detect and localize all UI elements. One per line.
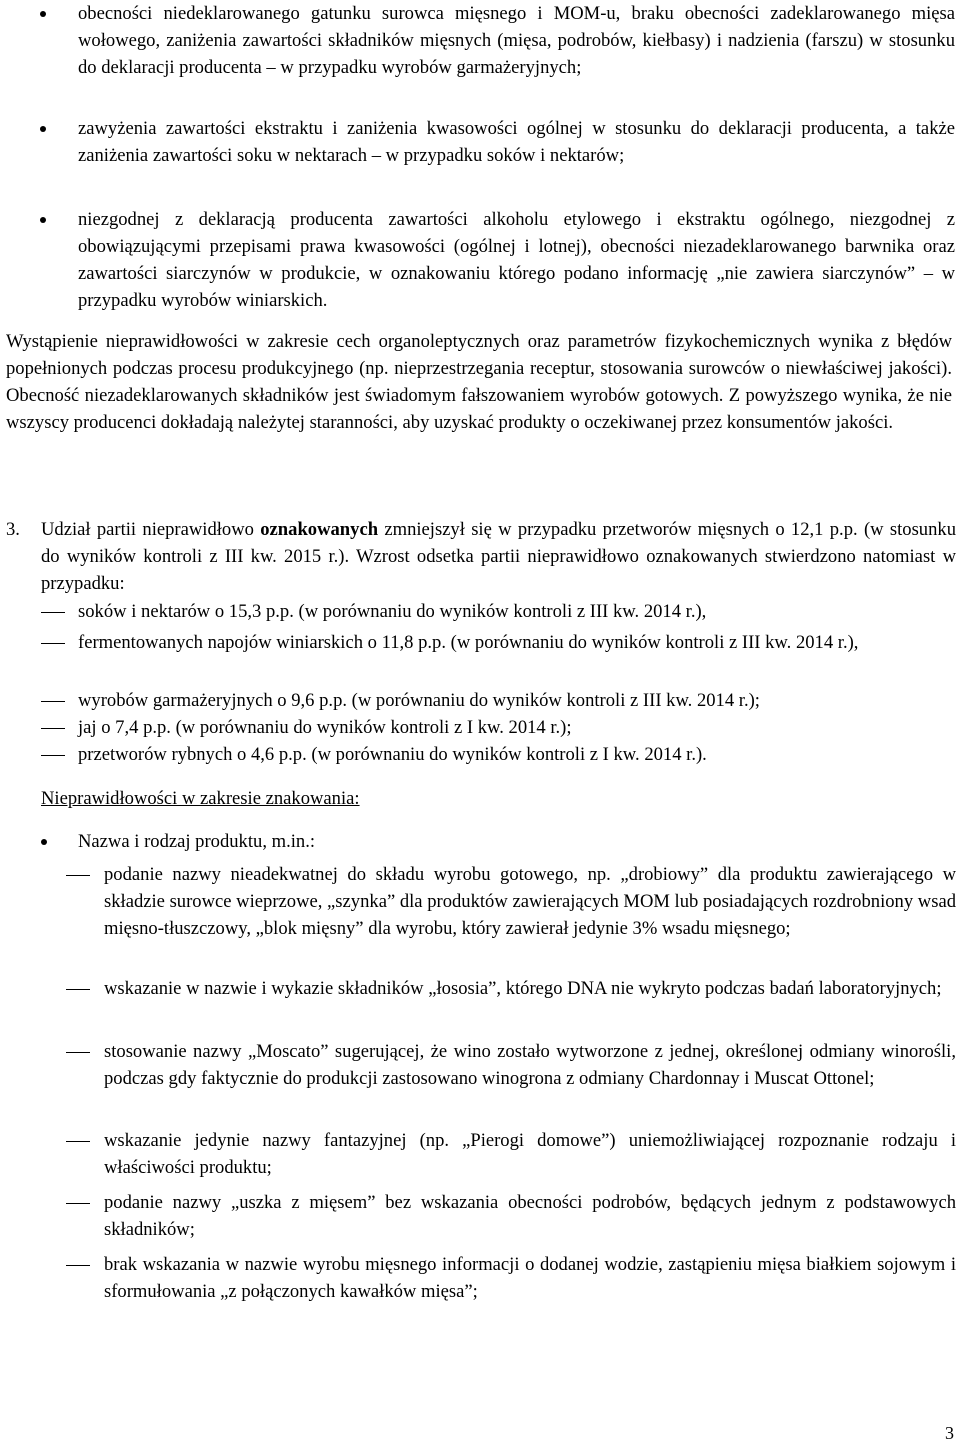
- dash-icon: [66, 989, 90, 990]
- labeling-dash-item: wskazanie jedynie nazwy fantazyjnej (np. „Pierogi domowe”) uniemożliwiającej rozpoznanie rodzaju i właściwości produktu;: [104, 1130, 956, 1178]
- labeling-dash-item: podanie nazwy nieadekwatnej do składu wyrobu gotowego, np. „drobiowy” dla produktu zawierającego w składzie surowce wieprzowe, „szynka” dla produktów zawierających MOM lub posiadających rozdrobniony wsad mięsno-tłuszczowy, „blok mięsny” dla wyrobu, który zawierał jedynie 3% wsadu mięsnego;: [104, 864, 956, 939]
- bullet-icon: [40, 217, 46, 223]
- bullet-icon: [41, 839, 47, 845]
- dash-item: jaj o 7,4 p.p. (w porównaniu do wyników kontroli z I kw. 2014 r.);: [78, 717, 572, 738]
- section-number: 3.: [6, 519, 20, 540]
- bullet-item: zawyżenia zawartości ekstraktu i zaniżenia kwasowości ogólnej w stosunku do deklaracji producenta, a także zaniżenia zawartości soku w nektarach – w przypadku soków i nektarów;: [78, 118, 955, 166]
- dash-icon: [66, 1203, 90, 1204]
- section3-text-start: Udział partii nieprawidłowo: [41, 519, 261, 540]
- dash-icon: [66, 1141, 90, 1142]
- dash-item: soków i nektarów o 15,3 p.p. (w porównaniu do wyników kontroli z III kw. 2014 r.),: [78, 601, 707, 622]
- summary-paragraph: Wystąpienie nieprawidłowości w zakresie cech organoleptycznych oraz parametrów fizykochemicznych wynika z błędów popełnionych podczas procesu produkcyjnego (np. nieprzestrzegania receptur, stosowania surowców o niewłaściwej jakości). Obecność niezadeklarowanych składników jest świadomym fałszowaniem wyrobów gotowych. Z powyższego wynika, że nie wszyscy producenci dokładają należytej staranności, aby uzyskać produkty o oczekiwanej przez konsumentów jakości.: [6, 331, 952, 433]
- labeling-dash-item: brak wskazania w nazwie wyrobu mięsnego informacji o dodanej wodzie, zastąpieniu mięsa białkiem sojowym i sformułowania „z połączonych kawałków mięsa”;: [104, 1254, 956, 1302]
- labeling-dash-item: stosowanie nazwy „Moscato” sugerującej, że wino zostało wytworzone z jednej, określonej odmiany winorośli, podczas gdy faktycznie do produkcji zastosowano winogrona z odmiany Chardonnay i Muscat Ottonel;: [104, 1041, 956, 1089]
- section3-bold-term: oznakowanych: [260, 519, 379, 540]
- dash-item: wyrobów garmażeryjnych o 9,6 p.p. (w porównaniu do wyników kontroli z III kw. 2014 r.);: [78, 690, 760, 711]
- labeling-heading: Nieprawidłowości w zakresie znakowania:: [41, 788, 360, 809]
- bullet-icon: [40, 11, 46, 17]
- section3-paragraph: [41, 516, 956, 597]
- dash-icon: [41, 643, 65, 644]
- dash-icon: [41, 612, 65, 613]
- dash-item: fermentowanych napojów winiarskich o 11,8 p.p. (w porównaniu do wyników kontroli z III kw. 2014 r.),: [78, 632, 859, 653]
- dash-icon: [66, 1052, 90, 1053]
- labeling-dash-item: podanie nazwy „uszka z mięsem” bez wskazania obecności podrobów, będących jednym z podstawowych składników;: [104, 1192, 956, 1240]
- dash-icon: [66, 875, 90, 876]
- dash-item: przetworów rybnych o 4,6 p.p. (w porównaniu do wyników kontroli z I kw. 2014 r.).: [78, 744, 707, 765]
- dash-icon: [66, 1265, 90, 1266]
- dash-icon: [41, 728, 65, 729]
- bullet-item: obecności niedeklarowanego gatunku surowca mięsnego i MOM-u, braku obecności zadeklarowanego mięsa wołowego, zaniżenia zawartości składników mięsnych (mięsa, podrobów, kiełbasy) i nadzienia (farszu) w stosunku do deklaracji producenta – w przypadku wyrobów garmażeryjnych;: [78, 3, 955, 78]
- bullet-icon: [40, 126, 46, 132]
- section3-text-end: zmniejszył się w przypadku przetworów mięsnych o 12,1 p.p. (w stosunku do wyników kontroli z III kw. 2015 r.). Wzrost odsetka partii nieprawidłowo oznakowanych stwierdzono natomiast w przypadku:: [41, 519, 956, 594]
- labeling-bullet: Nazwa i rodzaj produktu, m.in.:: [78, 831, 316, 852]
- page-number: 3: [945, 1423, 954, 1443]
- dash-icon: [41, 701, 65, 702]
- bullet-item: niezgodnej z deklaracją producenta zawartości alkoholu etylowego i ekstraktu ogólnego, niezgodnej z obowiązującymi przepisami prawa kwasowości (ogólnej i lotnej), obecności niezadeklarowanego barwnika oraz zawartości siarczynów w produkcie, w oznakowaniu którego podano informację „nie zawiera siarczynów” – w przypadku wyrobów winiarskich.: [78, 209, 955, 311]
- dash-icon: [41, 755, 65, 756]
- labeling-dash-item: wskazanie w nazwie i wykazie składników „łososia”, którego DNA nie wykryto podczas badań laboratoryjnych;: [104, 978, 942, 999]
